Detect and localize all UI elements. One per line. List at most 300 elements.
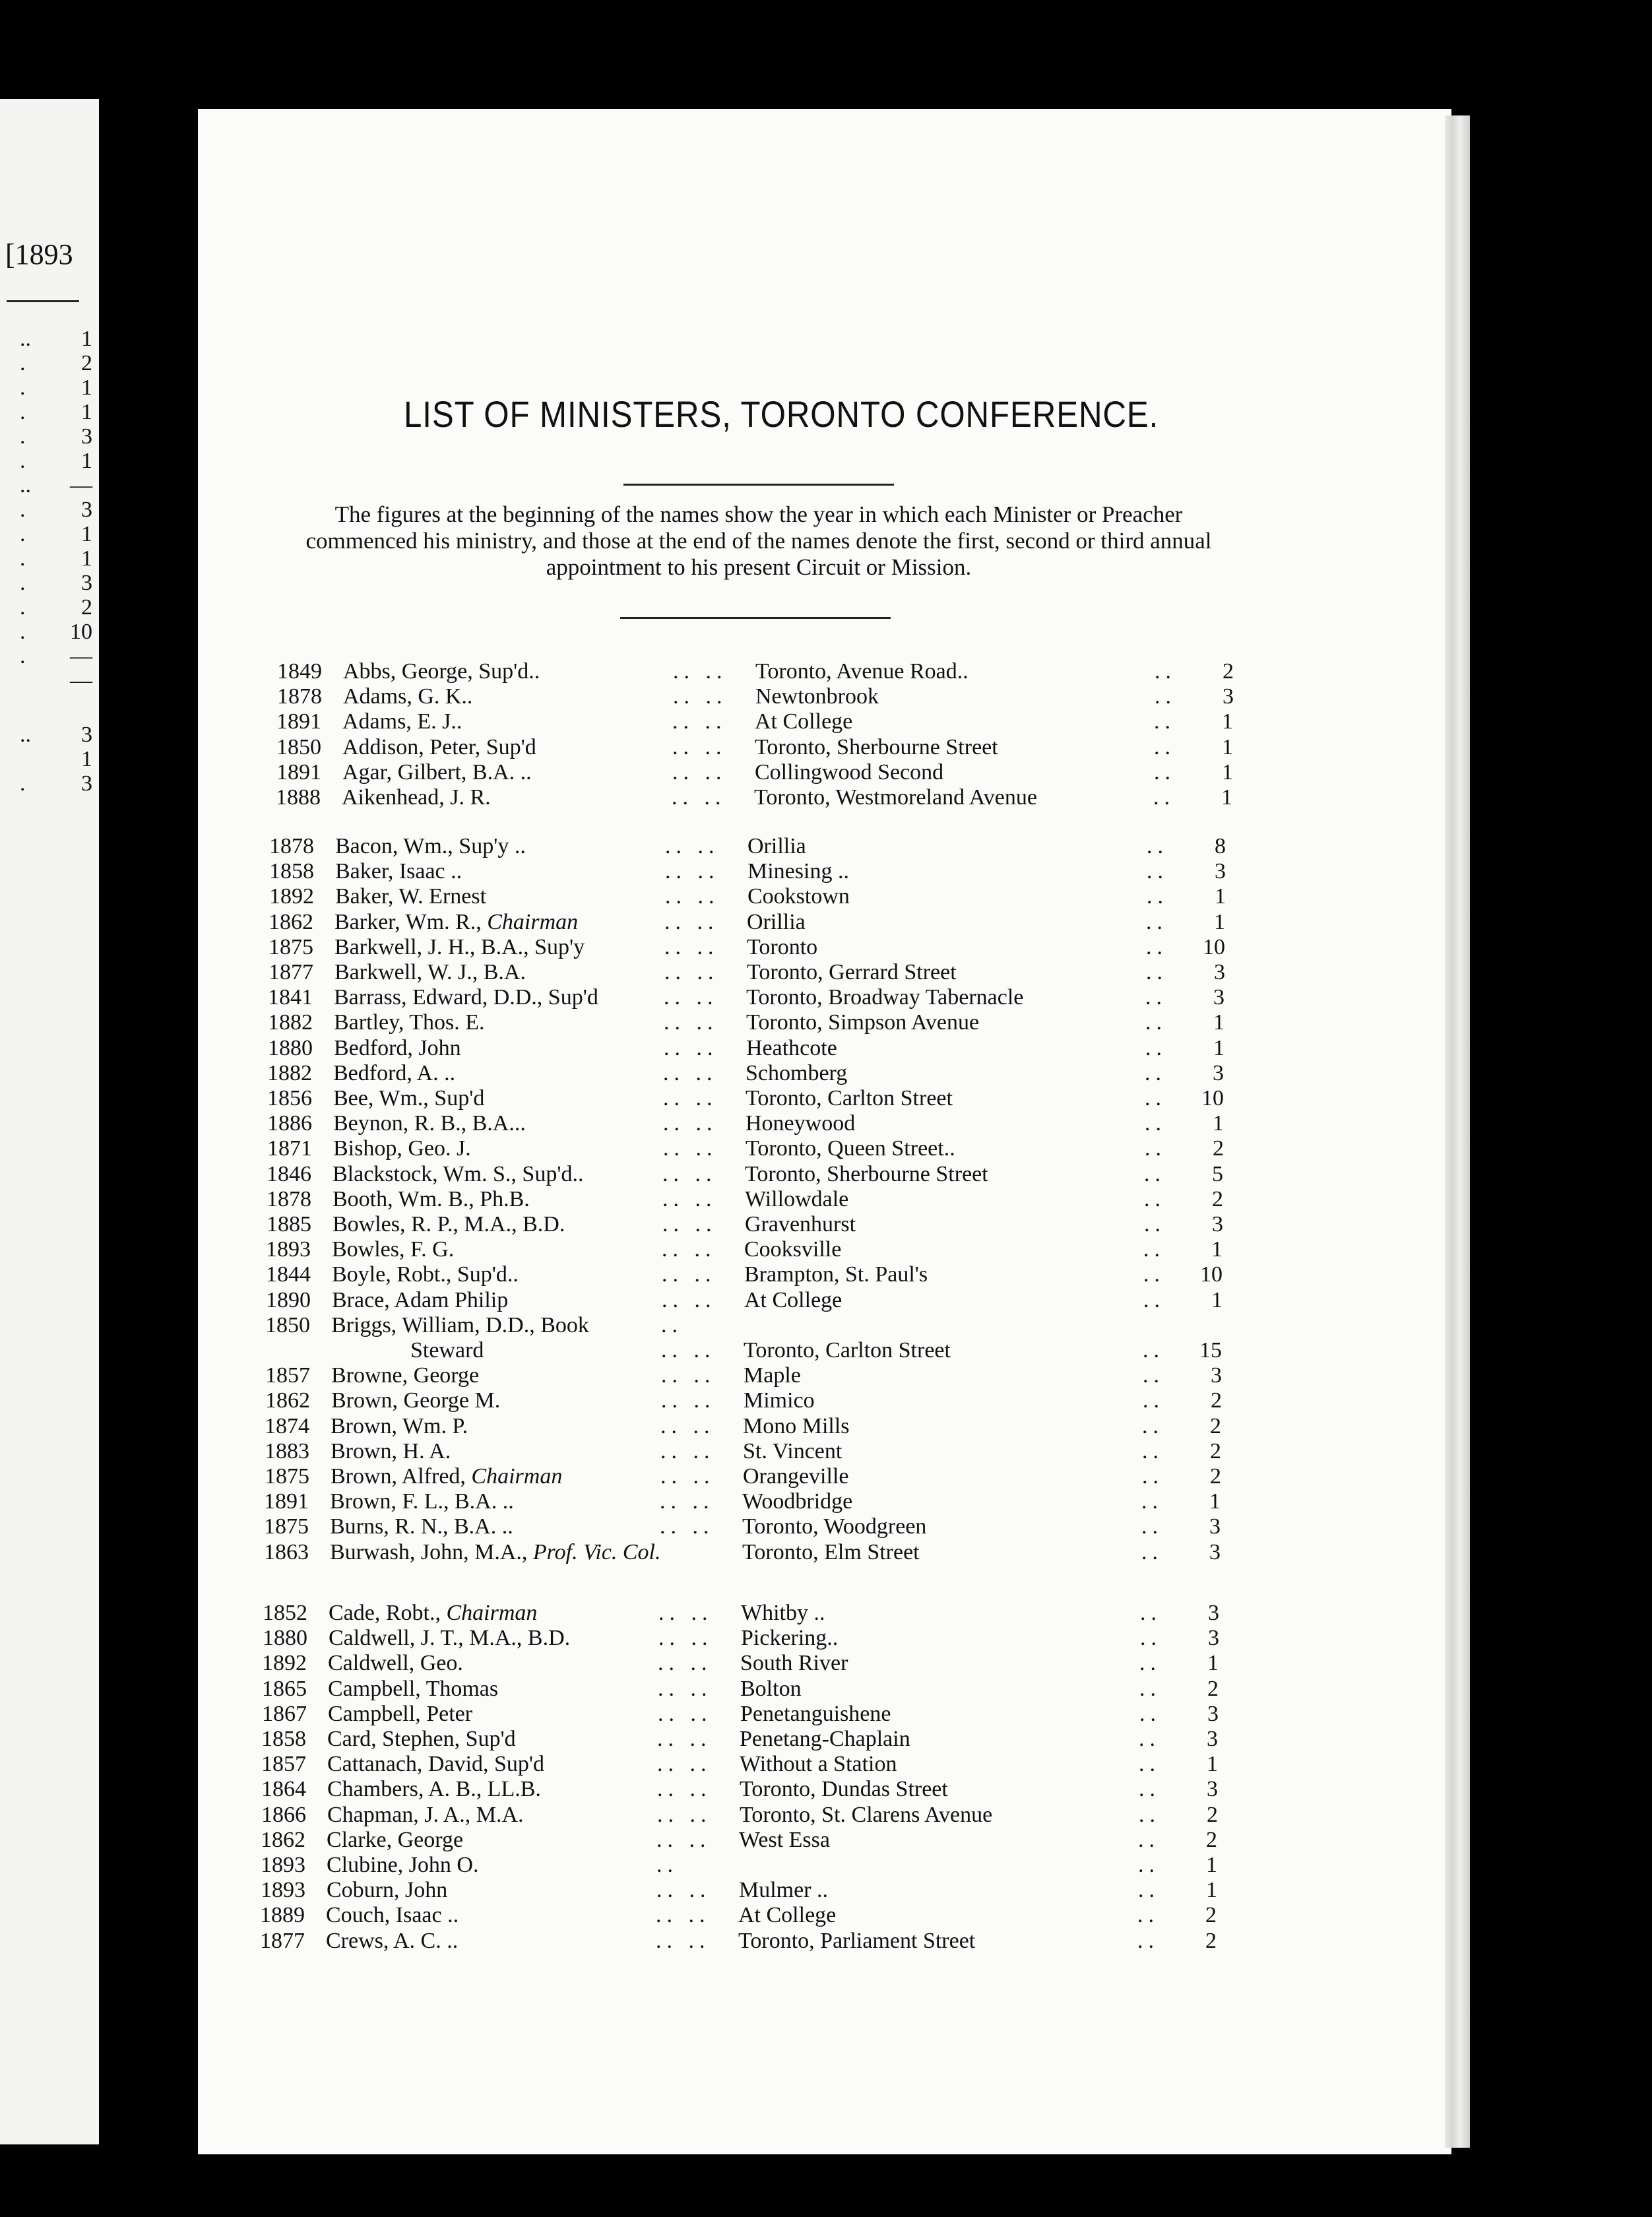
leader-dots: .. <box>1142 1464 1164 1489</box>
entry-appointment-year: 1 <box>1207 1752 1218 1777</box>
entry-year: 1888 <box>276 785 321 810</box>
entry-name: Card, Stephen, Sup'd <box>327 1727 516 1751</box>
entry-name: Coburn, John <box>327 1878 448 1903</box>
left-page-number: 1 <box>81 449 92 473</box>
left-page-rule <box>7 300 79 302</box>
leader-dots: .. <box>1153 785 1175 810</box>
left-page-number-row <box>20 644 92 669</box>
left-page-number-row <box>20 424 92 449</box>
entry-name: Campbell, Thomas <box>328 1676 499 1701</box>
entry-appointment-year: 2 <box>1210 1438 1221 1463</box>
entry-circuit: Toronto <box>747 934 818 959</box>
entry-appointment-year: 3 <box>1209 1539 1221 1564</box>
entry-name: Clarke, George <box>327 1827 464 1852</box>
leader-dots: .. <box>20 473 31 498</box>
left-page-number: 3 <box>81 723 92 747</box>
entry-year: 1863 <box>264 1539 309 1564</box>
left-page-number-row <box>20 571 92 596</box>
entry-appointment-year: 2 <box>1207 1802 1218 1827</box>
entry-circuit: Toronto, Simpson Avenue <box>746 1010 980 1035</box>
leader-dots: .. .. <box>657 1752 712 1777</box>
entry-appointment-year: 3 <box>1213 985 1224 1010</box>
leader-dots: .. <box>1145 1035 1167 1060</box>
entry-circuit: Bolton <box>740 1676 802 1701</box>
entry-appointment-year: 2 <box>1207 1676 1219 1701</box>
entry-year: 1850 <box>276 734 321 759</box>
entry-name: Cade, Robt., Chairman <box>329 1601 538 1625</box>
left-page-number-row <box>20 620 92 645</box>
entry-year: 1844 <box>266 1262 311 1287</box>
entry-circuit: At College <box>738 1903 837 1928</box>
leader-dots: .. .. <box>673 684 728 709</box>
entry-name: Caldwell, Geo. <box>328 1651 463 1676</box>
leader-dots: .. <box>1143 1237 1165 1262</box>
leader-dots: .. <box>1142 1413 1164 1438</box>
leader-dots: .. <box>1138 1827 1160 1852</box>
entry-name: Barkwell, W. J., B.A. <box>334 960 526 984</box>
entry-year: 1878 <box>267 1186 311 1211</box>
entry-year: 1841 <box>268 985 313 1010</box>
leader-dots: .. <box>1146 934 1168 959</box>
left-page-number-row <box>20 668 92 693</box>
left-page-number: 2 <box>81 595 92 620</box>
leader-dots: .. <box>656 1853 678 1877</box>
entry-circuit: Newtonbrook <box>755 684 879 709</box>
leader-dots: . <box>20 595 26 620</box>
entry-appointment-year: 2 <box>1223 659 1234 684</box>
leader-dots: .. <box>1139 1676 1161 1701</box>
entry-appointment-year: 15 <box>1199 1338 1222 1363</box>
intro-rule <box>620 617 891 619</box>
leader-dots: .. <box>1143 1262 1165 1287</box>
left-page-number: 10 <box>70 620 92 644</box>
page-edge <box>1445 115 1470 2148</box>
entry-year: 1871 <box>267 1136 312 1161</box>
entry-year: 1878 <box>277 684 322 709</box>
left-page-number-row <box>20 375 92 401</box>
entry-year: 1856 <box>267 1086 312 1110</box>
entry-year: 1864 <box>261 1777 306 1802</box>
entry-appointment-year: 2 <box>1210 1413 1221 1438</box>
left-page-number-row <box>20 723 92 748</box>
entry-circuit: At College <box>744 1287 842 1312</box>
leader-dots: .. .. <box>656 1878 711 1903</box>
leader-dots: .. .. <box>664 1010 718 1035</box>
leader-dots: .. .. <box>664 909 719 934</box>
entry-year: 1891 <box>276 759 321 785</box>
left-page-number: — <box>70 644 92 668</box>
entry-appointment-year: 3 <box>1209 1514 1221 1539</box>
entry-year: 1891 <box>276 709 321 734</box>
entry-name: Barrass, Edward, D.D., Sup'd <box>334 985 598 1010</box>
entry-appointment-year: 3 <box>1207 1701 1219 1726</box>
entry-appointment-year: 3 <box>1223 684 1234 709</box>
entry-appointment-year: 1 <box>1211 1287 1223 1312</box>
left-page-number: 1 <box>81 522 92 546</box>
leader-dots: .. .. <box>661 1388 716 1413</box>
leader-dots: .. .. <box>672 759 727 785</box>
entry-circuit: Collingwood Second <box>755 759 944 785</box>
entry-circuit: Without a Station <box>740 1752 897 1777</box>
entry-appointment-year: 5 <box>1212 1161 1223 1186</box>
page-title: LIST OF MINISTERS, TORONTO CONFERENCE. <box>404 393 1159 435</box>
entry-role: Chairman <box>471 1464 563 1489</box>
entry-year: 1865 <box>262 1676 307 1701</box>
entry-year: 1846 <box>267 1161 311 1186</box>
entry-year: 1852 <box>263 1601 307 1625</box>
leader-dots: . <box>20 498 26 522</box>
leader-dots: .. .. <box>657 1777 712 1802</box>
leader-dots: .. <box>1141 1514 1163 1539</box>
entry-year: 1880 <box>268 1035 313 1060</box>
entry-circuit: Toronto, Sherbourne Street <box>745 1161 988 1186</box>
entry-name: Couch, Isaac .. <box>326 1903 459 1928</box>
leader-dots: .. <box>1143 1338 1164 1363</box>
entry-year: 1893 <box>266 1237 311 1262</box>
entry-name: Brown, Wm. P. <box>331 1413 468 1438</box>
entry-year: 1867 <box>262 1701 307 1726</box>
entry-circuit: Schomberg <box>746 1060 848 1085</box>
entry-name: Barkwell, J. H., B.A., Sup'y <box>334 934 585 959</box>
left-page-number-row <box>20 595 92 620</box>
leader-dots: . <box>20 424 26 449</box>
entry-appointment-year: 1 <box>1213 1111 1224 1136</box>
leader-dots: .. <box>1147 884 1168 909</box>
entry-name: Briggs, William, D.D., Book <box>331 1312 589 1337</box>
leader-dots: .. .. <box>662 1161 717 1186</box>
leader-dots: .. .. <box>656 1928 711 1953</box>
entry-circuit: West Essa <box>739 1827 830 1852</box>
entry-name: Baker, Isaac .. <box>335 859 462 884</box>
entry-appointment-year: 2 <box>1212 1186 1223 1211</box>
leader-dots: .. <box>1141 1539 1163 1564</box>
entry-appointment-year: 1 <box>1207 1651 1219 1676</box>
entry-circuit: Orillia <box>747 909 806 934</box>
entry-appointment-year: 1 <box>1209 1489 1221 1514</box>
leader-dots: .. .. <box>658 1601 713 1625</box>
entry-year: 1850 <box>265 1312 310 1337</box>
leader-dots: .. <box>1139 1651 1161 1676</box>
entry-appointment-year: 3 <box>1207 1777 1218 1802</box>
entry-name: Abbs, George, Sup'd.. <box>343 659 540 684</box>
entry-year: 1862 <box>265 1388 310 1413</box>
entry-circuit: Minesing .. <box>747 859 849 884</box>
entry-circuit: St. Vincent <box>743 1438 842 1463</box>
leader-dots: .. <box>1140 1601 1162 1625</box>
leader-dots: .. <box>1137 1928 1159 1953</box>
entry-name: Cattanach, David, Sup'd <box>327 1752 545 1777</box>
left-page-number-row <box>20 498 92 523</box>
entry-appointment-year: 1 <box>1213 1010 1224 1035</box>
leader-dots: . <box>20 620 26 644</box>
leader-dots: .. .. <box>660 1413 715 1438</box>
entry-circuit: South River <box>740 1651 848 1676</box>
entry-name: Agar, Gilbert, B.A. .. <box>342 759 532 785</box>
leader-dots: .. .. <box>658 1651 713 1676</box>
entry-name: Adams, E. J.. <box>342 709 462 734</box>
left-page-number: 1 <box>81 327 92 351</box>
entry-circuit: Maple <box>744 1363 801 1388</box>
left-page-number-row <box>20 327 92 352</box>
leader-dots: .. <box>1146 960 1168 984</box>
entry-name: Brown, F. L., B.A. .. <box>330 1489 514 1514</box>
entry-year: 1892 <box>269 884 314 909</box>
entry-circuit: At College <box>755 709 853 734</box>
entry-circuit: Heathcote <box>746 1035 837 1060</box>
left-page-number: 1 <box>81 400 92 424</box>
leader-dots: . <box>20 400 26 424</box>
leader-dots: .. <box>1155 684 1176 709</box>
leader-dots: . <box>20 571 26 595</box>
entry-year: 1875 <box>265 1464 309 1489</box>
leader-dots: .. <box>1154 709 1176 734</box>
leader-dots: .. .. <box>657 1727 712 1751</box>
left-page-number-row <box>20 771 92 796</box>
entry-name: Crews, A. C. .. <box>326 1928 459 1953</box>
entry-name: Brown, George M. <box>331 1388 501 1413</box>
entry-year: 1874 <box>265 1413 309 1438</box>
entry-year: 1886 <box>267 1111 312 1136</box>
entry-circuit: Honeywood <box>746 1111 856 1136</box>
leader-dots: .. .. <box>664 960 719 984</box>
entry-circuit: Toronto, Parliament Street <box>738 1928 976 1953</box>
leader-dots: .. <box>1147 834 1168 858</box>
entry-circuit: Toronto, Woodgreen <box>742 1514 927 1539</box>
entry-year: 1862 <box>269 909 313 934</box>
left-page-number: 1 <box>81 747 92 771</box>
leader-dots: .. .. <box>657 1802 712 1827</box>
entry-name: Beynon, R. B., B.A... <box>333 1111 526 1136</box>
left-page-number-row <box>20 400 92 425</box>
entry-year: 1891 <box>264 1489 309 1514</box>
entry-circuit: Toronto, Queen Street.. <box>746 1136 955 1161</box>
left-page-number-row <box>20 473 92 498</box>
leader-dots: .. <box>1143 1388 1164 1413</box>
leader-dots: .. <box>1142 1438 1164 1463</box>
title-rule <box>623 484 894 486</box>
entry-year: 1890 <box>266 1287 311 1312</box>
entry-name: Chapman, J. A., M.A. <box>327 1802 524 1827</box>
entry-appointment-year: 3 <box>1212 1212 1223 1237</box>
leader-dots: .. .. <box>672 734 727 759</box>
left-page-number: — <box>70 668 92 693</box>
entry-name: Bee, Wm., Sup'd <box>333 1086 485 1110</box>
entry-name: Bedford, A. .. <box>333 1060 456 1085</box>
leader-dots: .. .. <box>673 659 728 684</box>
entry-appointment-year: 3 <box>1215 859 1226 884</box>
left-page-number-row <box>20 351 92 376</box>
leader-dots: .. <box>1147 859 1168 884</box>
entry-appointment-year: 3 <box>1214 960 1225 984</box>
entry-circuit: Cooksville <box>744 1237 842 1262</box>
leader-dots: .. .. <box>665 834 720 858</box>
entry-appointment-year: 2 <box>1213 1136 1224 1161</box>
entry-circuit: Toronto, Westmoreland Avenue <box>754 785 1037 810</box>
entry-name: Boyle, Robt., Sup'd.. <box>332 1262 519 1287</box>
entry-year: 1857 <box>261 1752 306 1777</box>
leader-dots: .. <box>1154 734 1176 759</box>
leader-dots: .. .. <box>661 1338 716 1363</box>
entry-year: 1892 <box>262 1651 307 1676</box>
leader-dots: .. .. <box>665 859 720 884</box>
leader-dots: .. <box>1137 1903 1159 1928</box>
entry-name: Brown, H. A. <box>331 1438 451 1463</box>
left-page-number: 3 <box>81 571 92 595</box>
intro-paragraph: The figures at the beginning of the names show the year in which each Minister or Preacher commenced his ministry, and those at the end of the names denote the first, second or third annual appointment to his present Circuit or Mission. <box>305 501 1212 580</box>
leader-dots: . <box>20 351 26 375</box>
entry-circuit: Orangeville <box>743 1464 849 1489</box>
entry-name: Adams, G. K.. <box>343 684 473 709</box>
entry-name: Browne, George <box>331 1363 480 1388</box>
leader-dots: .. <box>1139 1777 1160 1802</box>
entry-year: 1878 <box>269 834 314 858</box>
entry-circuit: Toronto, Carlton Street <box>744 1338 951 1363</box>
entry-appointment-year: 3 <box>1213 1060 1224 1085</box>
entry-circuit: Whitby .. <box>741 1601 825 1625</box>
entry-appointment-year: 10 <box>1200 1262 1223 1287</box>
leader-dots: .. <box>1140 1626 1162 1651</box>
leader-dots: .. .. <box>662 1237 716 1262</box>
entry-name: Barker, Wm. R., Chairman <box>334 909 579 934</box>
entry-circuit: Woodbridge <box>742 1489 853 1514</box>
left-page-number-row <box>20 522 92 547</box>
entry-name: Bowles, F. G. <box>332 1237 455 1262</box>
entry-circuit: Gravenhurst <box>745 1212 856 1237</box>
entry-appointment-year: 3 <box>1211 1363 1222 1388</box>
leader-dots: .. <box>1154 759 1176 785</box>
entry-name: Caldwell, J. T., M.A., B.D. <box>329 1626 571 1651</box>
leader-dots: .. .. <box>658 1701 713 1726</box>
entry-year: 1882 <box>267 1060 312 1085</box>
leader-dots: .. .. <box>665 884 720 909</box>
leader-dots: .. .. <box>656 1827 711 1852</box>
entry-year: 1877 <box>269 960 313 984</box>
entry-year: 1880 <box>263 1626 307 1651</box>
leader-dots: .. .. <box>664 1035 718 1060</box>
leader-dots: .. .. <box>660 1438 715 1463</box>
entry-year: 1849 <box>277 659 322 684</box>
entry-year: 1883 <box>265 1438 309 1463</box>
leader-dots: .. .. <box>660 1514 715 1539</box>
entry-appointment-year: 1 <box>1221 785 1232 810</box>
leader-dots: .. .. <box>663 1060 718 1085</box>
leader-dots: . <box>20 771 26 796</box>
leader-dots: .. <box>1138 1853 1160 1877</box>
leader-dots: . <box>20 644 26 668</box>
entry-appointment-year: 10 <box>1203 934 1225 959</box>
entry-appointment-year: 1 <box>1213 1035 1224 1060</box>
entry-appointment-year: 2 <box>1206 1827 1217 1852</box>
entry-circuit: Toronto, Dundas Street <box>740 1777 948 1802</box>
entry-name: Bacon, Wm., Sup'y .. <box>335 834 526 858</box>
entry-name: Brace, Adam Philip <box>332 1287 509 1312</box>
entry-circuit: Orillia <box>747 834 806 858</box>
entry-year: 1885 <box>267 1212 311 1237</box>
entry-appointment-year: 3 <box>1208 1626 1219 1651</box>
entry-appointment-year: 8 <box>1215 834 1226 858</box>
entry-year: 1858 <box>261 1727 306 1751</box>
entry-name: Aikenhead, J. R. <box>342 785 491 810</box>
entry-name: Burns, R. N., B.A. .. <box>330 1514 513 1539</box>
entry-name: Brown, Alfred, Chairman <box>331 1464 563 1489</box>
entry-year: 1882 <box>268 1010 313 1035</box>
entry-year: 1877 <box>260 1928 305 1953</box>
entry-year: 1862 <box>261 1827 305 1852</box>
entry-circuit: Toronto, Broadway Tabernacle <box>746 985 1024 1010</box>
entry-appointment-year: 1 <box>1222 709 1233 734</box>
entry-appointment-year: 2 <box>1205 1928 1217 1953</box>
entry-appointment-year: 2 <box>1205 1903 1217 1928</box>
leader-dots: . <box>20 449 26 473</box>
left-page-number: 1 <box>81 546 92 571</box>
entry-name: Booth, Wm. B., Ph.B. <box>333 1186 530 1211</box>
entry-name: Blackstock, Wm. S., Sup'd.. <box>333 1161 584 1186</box>
entry-year: 1893 <box>261 1853 305 1877</box>
entry-appointment-year: 1 <box>1222 734 1233 759</box>
entry-appointment-year: 10 <box>1201 1086 1224 1110</box>
leader-dots: .. .. <box>664 985 718 1010</box>
entry-appointment-year: 1 <box>1214 909 1225 934</box>
entry-name: Chambers, A. B., LL.B. <box>327 1777 541 1802</box>
entry-year: 1857 <box>265 1363 310 1388</box>
entry-circuit: Penetang-Chaplain <box>740 1727 910 1751</box>
left-page-number: 3 <box>81 771 92 796</box>
leader-dots: .. <box>661 1312 683 1337</box>
leader-dots: .. .. <box>662 1186 717 1211</box>
leader-dots: .. .. <box>672 785 726 810</box>
leader-dots: .. .. <box>662 1212 717 1237</box>
entry-appointment-year: 2 <box>1210 1464 1221 1489</box>
leader-dots: .. .. <box>656 1903 711 1928</box>
left-page-number-row <box>20 546 92 571</box>
leader-dots: .. <box>1155 659 1176 684</box>
entry-circuit: Toronto, St. Clarens Avenue <box>740 1802 993 1827</box>
leader-dots: .. <box>1145 1010 1167 1035</box>
leader-dots: .. <box>1144 1186 1166 1211</box>
left-page-number-row <box>20 747 92 772</box>
leader-dots: .. .. <box>661 1363 716 1388</box>
entry-name: Addison, Peter, Sup'd <box>342 734 536 759</box>
leader-dots: .. .. <box>663 1086 718 1110</box>
leader-dots: .. <box>1139 1701 1161 1726</box>
leader-dots: .. .. <box>662 1262 716 1287</box>
entry-year: 1875 <box>269 934 313 959</box>
leader-dots: .. .. <box>660 1464 715 1489</box>
entry-circuit: Brampton, St. Paul's <box>744 1262 928 1287</box>
leader-dots: .. <box>1143 1287 1165 1312</box>
leader-dots: .. .. <box>663 1136 718 1161</box>
leader-dots: .. <box>1146 909 1168 934</box>
entry-circuit: Mimico <box>744 1388 815 1413</box>
entry-appointment-year: 3 <box>1207 1727 1218 1751</box>
leader-dots: . <box>20 522 26 546</box>
entry-name: Burwash, John, M.A., Prof. Vic. Col. <box>330 1539 661 1564</box>
left-page-number: — <box>70 473 92 498</box>
entry-circuit: Pickering.. <box>741 1626 839 1651</box>
left-page-header: [1893 <box>5 238 73 271</box>
leader-dots: .. <box>1144 1161 1166 1186</box>
entry-circuit: Toronto, Gerrard Street <box>747 960 957 984</box>
leader-dots: .. .. <box>664 934 719 959</box>
entry-appointment-year: 1 <box>1222 759 1233 785</box>
entry-name: Bowles, R. P., M.A., B.D. <box>333 1212 565 1237</box>
leader-dots: .. <box>1145 1111 1166 1136</box>
left-page-number-row <box>20 449 92 474</box>
entry-circuit: Penetanguishene <box>740 1701 891 1726</box>
leader-dots: .. .. <box>663 1111 718 1136</box>
entry-year: 1889 <box>260 1903 305 1928</box>
left-page-number: 1 <box>81 375 92 400</box>
